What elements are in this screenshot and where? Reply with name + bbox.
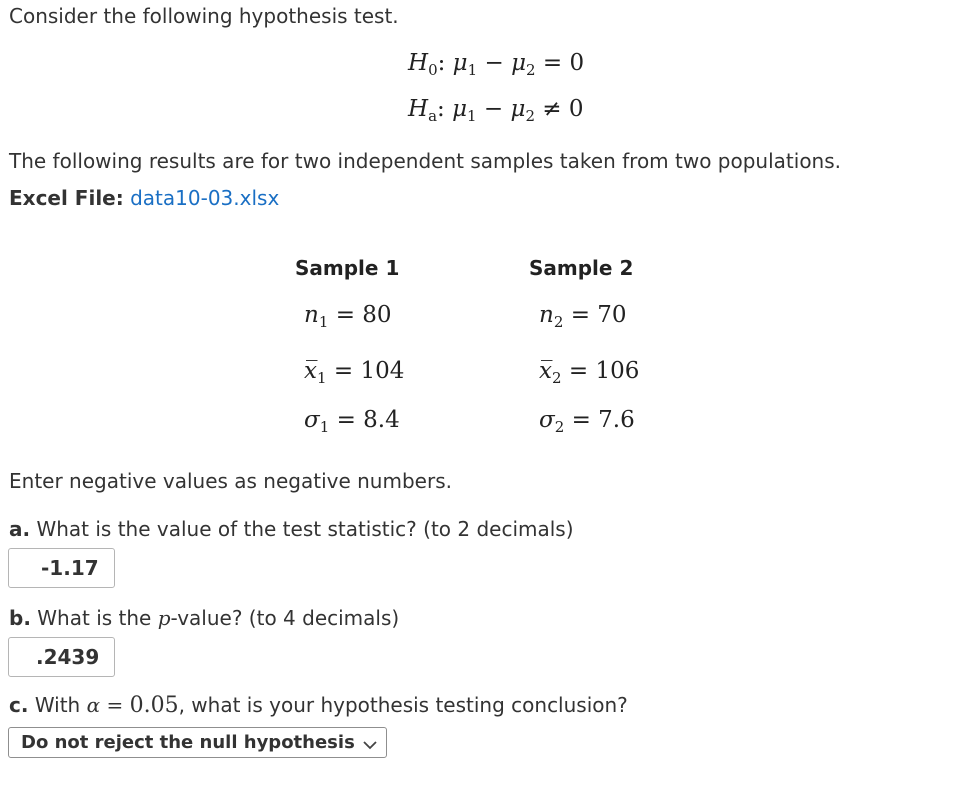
h0-relation: =: [542, 50, 563, 76]
s2-sigma-eq: =: [571, 407, 591, 433]
s2-xbar-sym: x̅: [539, 358, 552, 384]
s1-sigma-eq: =: [336, 407, 356, 433]
ha-mu2: μ: [510, 96, 526, 122]
s1-n-sub: 1: [318, 313, 329, 331]
sample1-n: [304, 302, 392, 331]
sample2-n: [539, 302, 627, 331]
sample1-header: Sample 1: [295, 256, 400, 280]
question-b-label: b.: [9, 606, 31, 630]
sample1-sigma: [304, 407, 400, 436]
s2-n-sub: 2: [553, 313, 564, 331]
excel-file-label: Excel File:: [9, 186, 124, 210]
question-c: [9, 693, 628, 718]
h0-mu1-sub: 1: [467, 61, 478, 79]
s1-xbar-sym: x̅: [304, 358, 317, 384]
negative-values-note: Enter negative values as negative numbers.: [9, 469, 452, 493]
excel-file-link[interactable]: data10-03.xlsx: [130, 186, 280, 210]
sample2-header: Sample 2: [529, 256, 634, 280]
question-a-text: What is the value of the test statistic? (to 2 decimals): [36, 517, 574, 541]
alternative-hypothesis: [408, 96, 584, 125]
s1-xbar-val: 104: [360, 358, 405, 384]
h0-mu2-sub: 2: [526, 61, 536, 79]
question-c-alpha: α: [86, 693, 101, 717]
question-b-post: -value? (to 4 decimals): [170, 606, 400, 630]
ha-symbol: H: [408, 96, 429, 122]
sample1-mean: [304, 358, 405, 387]
h0-colon: :: [437, 50, 446, 76]
ha-relation: ≠: [542, 96, 562, 122]
question-b-pre: What is the: [37, 606, 152, 630]
ha-value: 0: [568, 96, 584, 122]
sample2-sigma: [539, 407, 635, 436]
conclusion-selected-value: Do not reject the null hypothesis: [21, 732, 355, 753]
s2-n-eq: =: [570, 302, 590, 328]
ha-mu2-sub: 2: [525, 107, 535, 125]
sample2-mean: [539, 358, 640, 387]
question-a-label: a.: [9, 517, 31, 541]
s2-xbar-eq: =: [568, 358, 589, 384]
p-value-value: .2439: [36, 645, 100, 669]
s1-n-eq: =: [335, 302, 355, 328]
question-c-pre: With: [34, 693, 81, 717]
h0-sub: 0: [428, 61, 438, 79]
ha-mu1-sub: 1: [467, 107, 477, 125]
s1-sigma-sym: σ: [304, 407, 320, 433]
h0-value: 0: [569, 50, 585, 76]
question-c-eq: =: [106, 693, 124, 717]
h0-symbol: H: [408, 50, 429, 76]
excel-file-line: [9, 186, 279, 210]
s2-xbar-val: 106: [595, 358, 640, 384]
s2-n-val: 70: [597, 302, 627, 328]
s2-sigma-sym: σ: [539, 407, 555, 433]
s1-n-val: 80: [362, 302, 392, 328]
s1-n-sym: n: [304, 302, 319, 328]
test-statistic-input[interactable]: [8, 548, 115, 588]
h0-mu2: μ: [511, 50, 527, 76]
s1-xbar-eq: =: [333, 358, 354, 384]
s2-sigma-sub: 2: [554, 418, 565, 436]
ha-colon: :: [437, 96, 445, 122]
p-value-input[interactable]: [8, 637, 115, 677]
ha-mu1: μ: [452, 96, 468, 122]
h0-minus: −: [484, 50, 504, 76]
ha-minus: −: [483, 96, 504, 122]
null-hypothesis: [408, 50, 585, 79]
description-text: The following results are for two independent samples taken from two populations.: [9, 149, 842, 173]
s2-xbar-sub: 2: [551, 369, 562, 387]
s2-n-sym: n: [539, 302, 554, 328]
question-b-p: p: [157, 606, 171, 630]
question-b: [9, 606, 399, 630]
h0-mu1: μ: [452, 50, 468, 76]
s2-sigma-val: 7.6: [598, 407, 635, 433]
s1-sigma-sub: 1: [319, 418, 330, 436]
question-c-post: , what is your hypothesis testing conclusion?: [178, 693, 628, 717]
question-a: [9, 517, 574, 541]
s1-xbar-sub: 1: [316, 369, 327, 387]
test-statistic-value: -1.17: [41, 556, 99, 580]
question-c-alpha-val: 0.05: [129, 693, 179, 718]
chevron-down-icon: [362, 735, 378, 756]
conclusion-select[interactable]: [8, 727, 387, 758]
ha-sub: a: [428, 107, 438, 125]
question-c-label: c.: [9, 693, 29, 717]
s1-sigma-val: 8.4: [363, 407, 400, 433]
intro-text: Consider the following hypothesis test.: [9, 4, 399, 28]
